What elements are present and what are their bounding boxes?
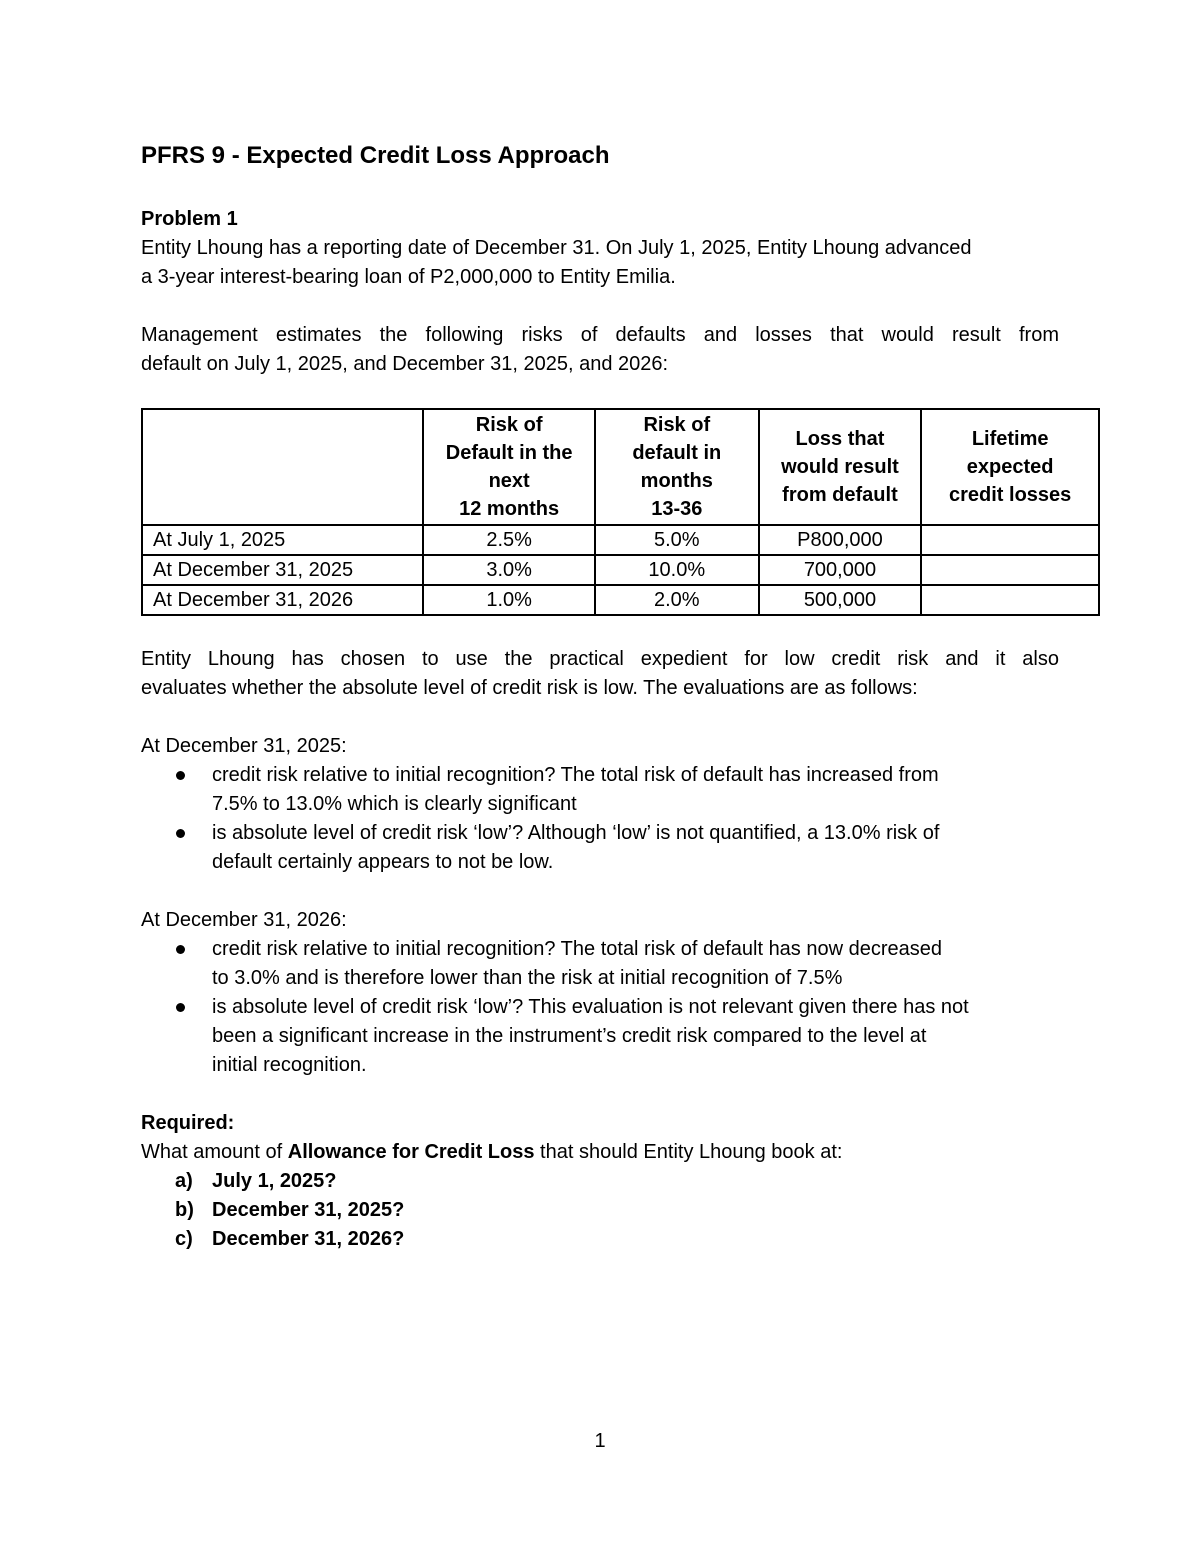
list-item: credit risk relative to initial recognition? The total risk of default has increased from 7.5% to 13.0% which is clearly significant [141, 761, 1059, 819]
document-title: PFRS 9 - Expected Credit Loss Approach [141, 142, 610, 169]
bullet-icon [176, 829, 185, 838]
bullet-icon [176, 1003, 185, 1012]
header-risk-13-36-months: Risk of default in months 13-36 [595, 409, 759, 525]
expedient-line-1: Entity Lhoung has chosen to use the practical expedient for low credit risk and it also [141, 648, 1059, 670]
document-page [141, 140, 1072, 1250]
credit-risk-table [141, 408, 1100, 616]
loss-cell: 500,000 [759, 585, 922, 615]
required-question: What amount of Allowance for Credit Loss that should Entity Lhoung book at: [141, 1141, 843, 1163]
lifetime-cell [921, 525, 1099, 555]
list-item: credit risk relative to initial recognition? The total risk of default has now decreased to 3.0% and is therefore lower than the risk at initial recognition of 7.5% [141, 935, 1059, 993]
evaluation-section [141, 645, 1059, 1254]
header-lifetime-ecl: Lifetime expected credit losses [921, 409, 1099, 525]
bullet-icon [176, 945, 185, 954]
intro-line-1: Entity Lhoung has a reporting date of December 31. On July 1, 2025, Entity Lhoung advanced [141, 237, 972, 259]
risk-13-36-cell: 2.0% [595, 585, 759, 615]
expedient-line-2: evaluates whether the absolute level of credit risk is low. The evaluations are as follows: [141, 677, 918, 699]
header-loss-from-default: Loss that would result from default [759, 409, 922, 525]
eval-2025-list [141, 761, 1059, 877]
page-number: 1 [594, 1430, 606, 1452]
management-line-1: Management estimates the following risks of defaults and losses that would result from [141, 324, 1059, 346]
row-label: At December 31, 2025 [142, 555, 423, 585]
table-header-row [142, 409, 1099, 525]
problem-heading: Problem 1 [141, 208, 238, 230]
loss-cell: P800,000 [759, 525, 922, 555]
eval-2025-heading: At December 31, 2025: [141, 735, 347, 757]
row-label: At July 1, 2025 [142, 525, 423, 555]
list-item: b) December 31, 2025? [175, 1199, 405, 1221]
bullet-icon [176, 771, 185, 780]
list-item: is absolute level of credit risk ‘low’? Although ‘low’ is not quantified, a 13.0% risk of default certainly appears to not be low. [141, 819, 1059, 877]
risk-12-cell: 3.0% [423, 555, 595, 585]
header-risk-12-months: Risk of Default in the next 12 months [423, 409, 595, 525]
required-heading: Required: [141, 1112, 235, 1134]
risk-12-cell: 2.5% [423, 525, 595, 555]
table-row [142, 585, 1099, 615]
list-item: a) July 1, 2025? [175, 1170, 337, 1192]
risk-12-cell: 1.0% [423, 585, 595, 615]
table-row [142, 525, 1099, 555]
row-label: At December 31, 2026 [142, 585, 423, 615]
header-empty [142, 409, 423, 525]
risk-13-36-cell: 10.0% [595, 555, 759, 585]
loss-cell: 700,000 [759, 555, 922, 585]
eval-2026-list [141, 935, 1059, 1080]
required-list [141, 1167, 1059, 1254]
risk-13-36-cell: 5.0% [595, 525, 759, 555]
management-line-2: default on July 1, 2025, and December 31, 2025, and 2026: [141, 353, 669, 375]
lifetime-cell [921, 585, 1099, 615]
intro-line-2: a 3-year interest-bearing loan of P2,000,000 to Entity Emilia. [141, 266, 676, 288]
eval-2026-heading: At December 31, 2026: [141, 909, 347, 931]
lifetime-cell [921, 555, 1099, 585]
list-item: is absolute level of credit risk ‘low’? This evaluation is not relevant given there has not been a significant increase in the instrument’s credit risk compared to the level at initial recognition. [141, 993, 1059, 1080]
list-item: c) December 31, 2026? [175, 1228, 405, 1250]
table-row [142, 555, 1099, 585]
